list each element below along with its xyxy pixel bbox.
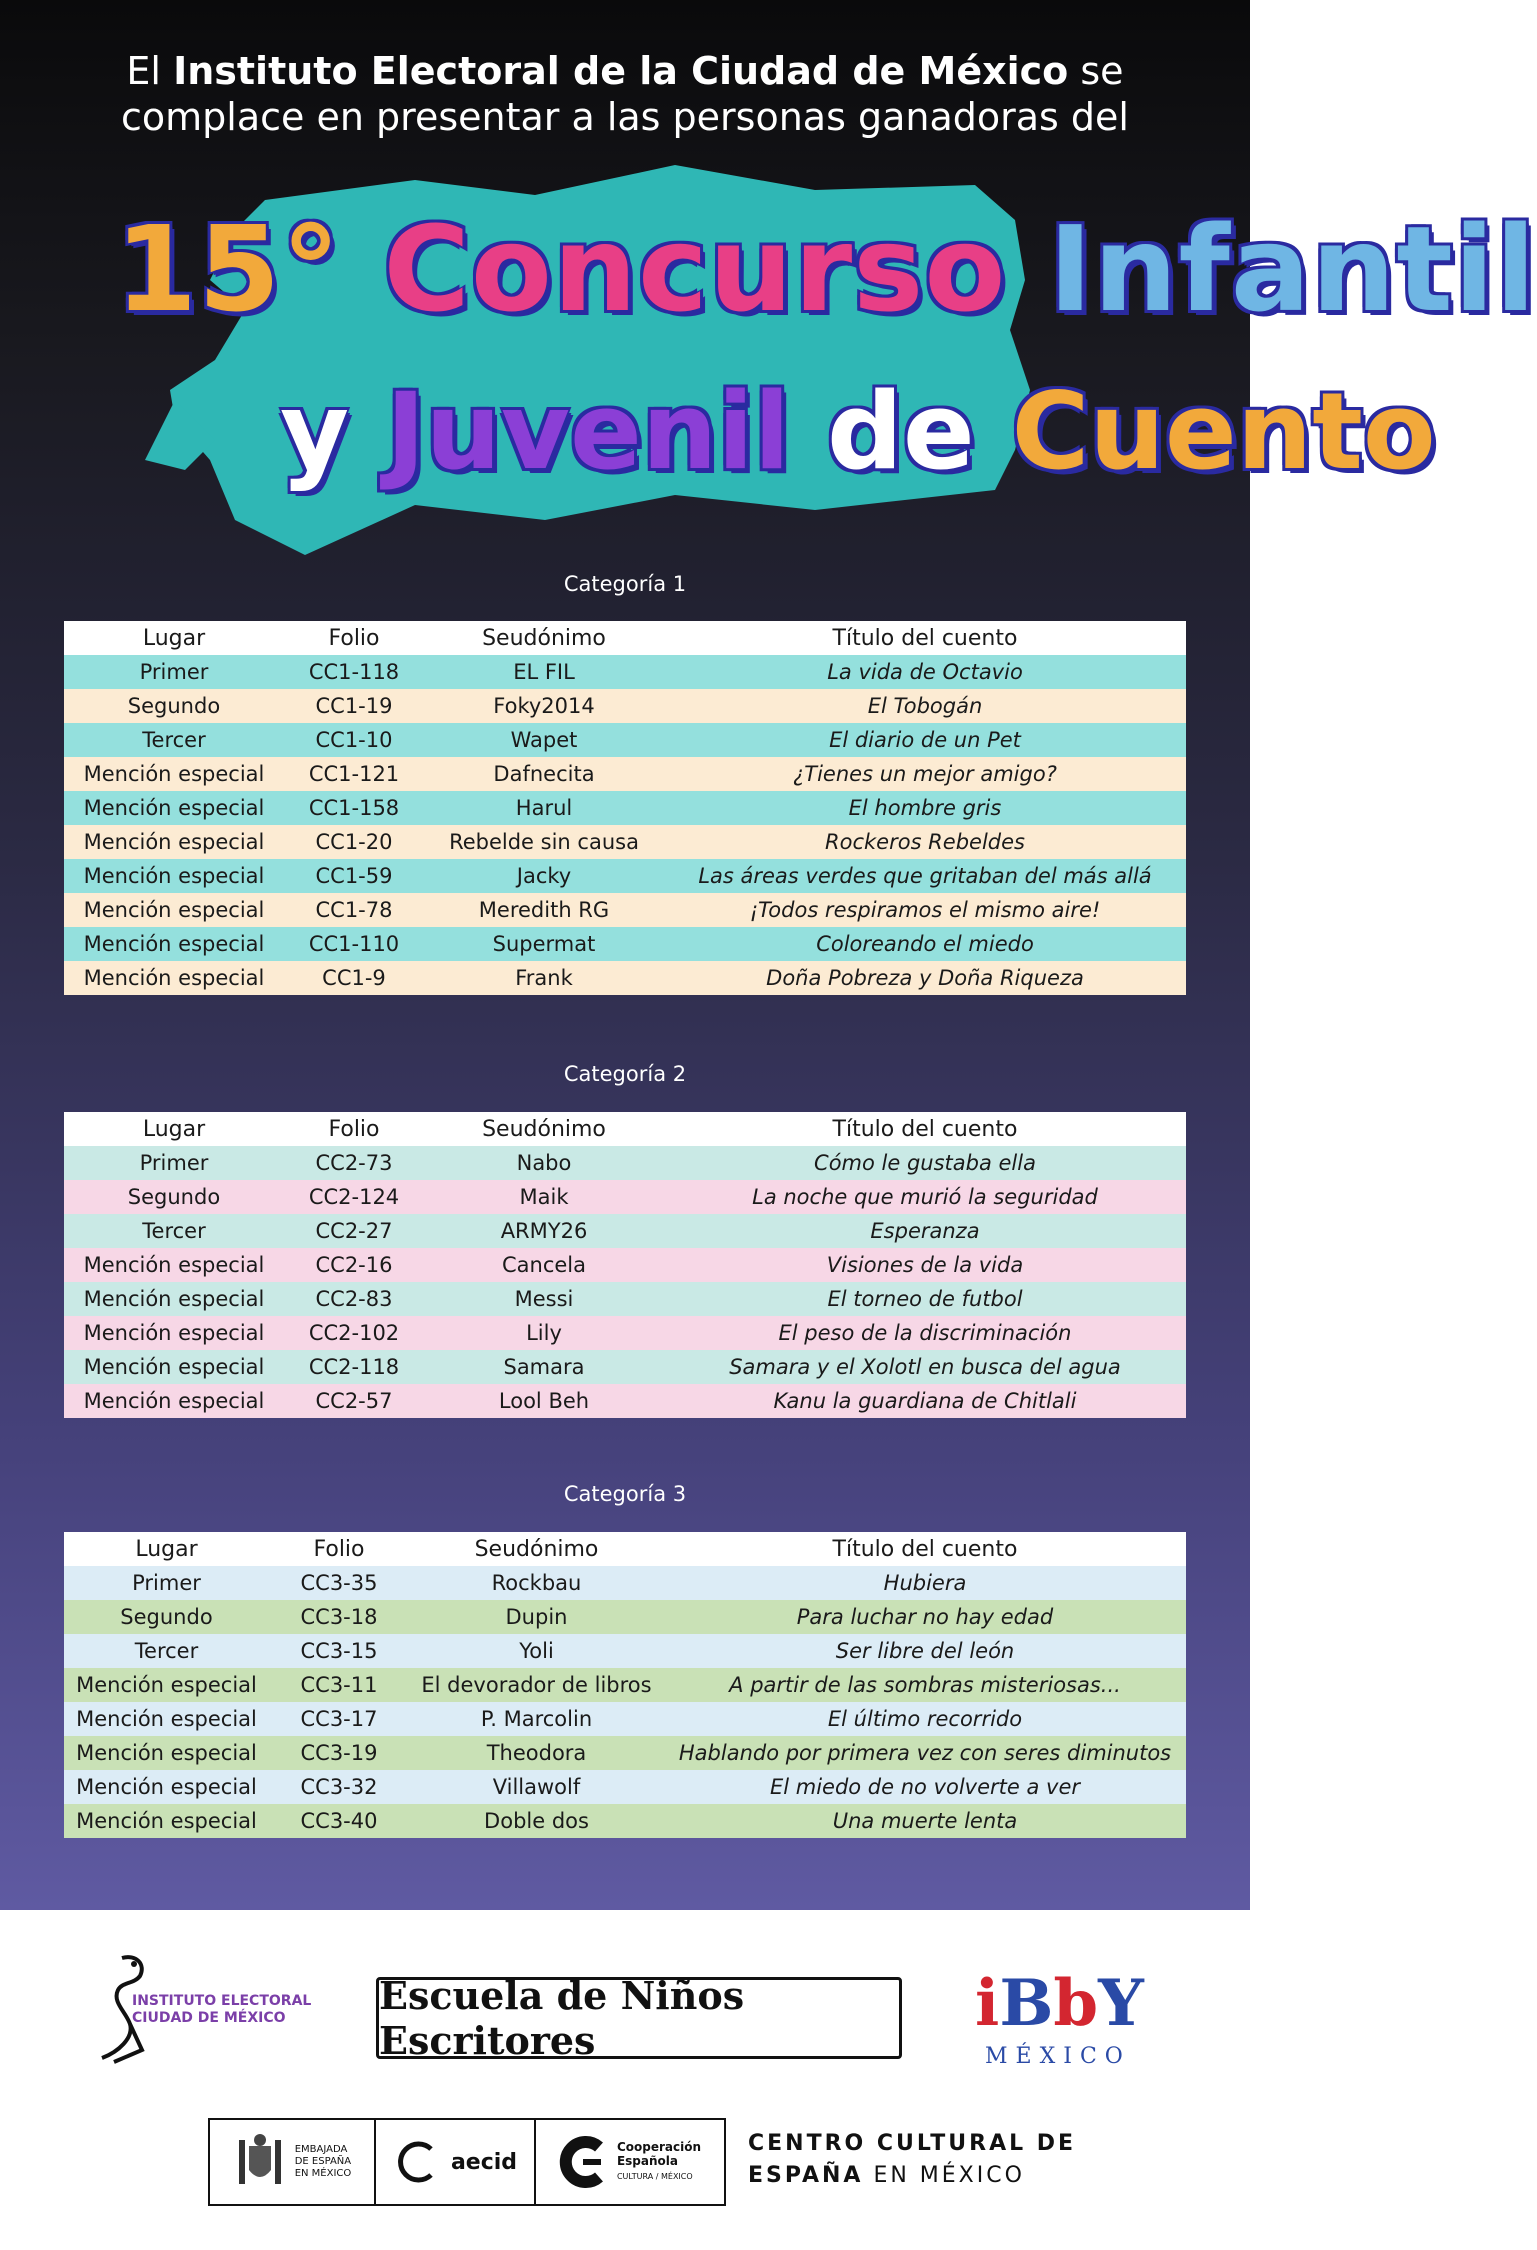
table-row: Mención especial CC1-121 Dafnecita ¿Tienes un mejor amigo? (64, 757, 1186, 791)
header-seudonimo: Seudónimo (409, 1532, 664, 1566)
title-word-juvenil: Juvenil (386, 370, 791, 493)
contest-title-art (115, 160, 1537, 560)
title-word-cuento: Cuento (1011, 370, 1436, 493)
table-row: Mención especial CC2-57 Lool Beh Kanu la guardiana de Chitlali (64, 1384, 1186, 1418)
header-titulo: Título del cuento (664, 621, 1186, 655)
table-row: Tercer CC1-10 Wapet El diario de un Pet (64, 723, 1186, 757)
centro-cultural-espana-logo: CENTRO CULTURAL DE ESPAÑA EN MÉXICO (748, 2131, 1077, 2188)
table-row: Mención especial CC1-59 Jacky Las áreas verdes que gritaban del más allá (64, 859, 1186, 893)
header-folio: Folio (284, 1112, 424, 1146)
table-row: Mención especial CC3-40 Doble dos Una muerte lenta (64, 1804, 1186, 1838)
title-word-infantil: Infantil (1048, 200, 1537, 338)
header-folio: Folio (269, 1532, 409, 1566)
header-seudonimo: Seudónimo (424, 1112, 664, 1146)
aecid-logo: aecid (376, 2120, 536, 2204)
table-row: Mención especial CC2-118 Samara Samara y el Xolotl en busca del agua (64, 1350, 1186, 1384)
category-2-title: Categoría 2 (563, 1062, 687, 1086)
table-row: Mención especial CC3-32 Villawolf El miedo de no volverte a ver (64, 1770, 1186, 1804)
spain-cooperation-logos (208, 2118, 726, 2206)
table-row: Tercer CC2-27 ARMY26 Esperanza (64, 1214, 1186, 1248)
title-line-2 (280, 370, 1436, 493)
table-row: Mención especial CC1-110 Supermat Coloreando el miedo (64, 927, 1186, 961)
intro-line-1: El Instituto Electoral de la Ciudad de México se (126, 49, 1124, 93)
table-row: Mención especial CC3-17 P. Marcolin El último recorrido (64, 1702, 1186, 1736)
title-word-concurso: Concurso (383, 200, 1007, 338)
category-3-table (64, 1532, 1186, 1838)
table-row: Segundo CC3-18 Dupin Para luchar no hay edad (64, 1600, 1186, 1634)
spain-coat-of-arms-icon (233, 2130, 287, 2194)
title-number: 15° (115, 200, 342, 338)
table-header (64, 621, 1186, 655)
header-lugar: Lugar (64, 621, 284, 655)
institute-name: Instituto Electoral de la Ciudad de México (173, 49, 1069, 93)
table-header (64, 1532, 1186, 1566)
embajada-logo: EMBAJADA DE ESPAÑA EN MÉXICO (210, 2120, 376, 2204)
cooperacion-c-icon (559, 2137, 609, 2187)
header-folio: Folio (284, 621, 424, 655)
table-row: Primer CC1-118 EL FIL La vida de Octavio (64, 655, 1186, 689)
table-row: Mención especial CC1-158 Harul El hombre gris (64, 791, 1186, 825)
table-header (64, 1112, 1186, 1146)
table-row: Mención especial CC3-11 El devorador de libros A partir de las sombras misteriosas... (64, 1668, 1186, 1702)
category-1-title: Categoría 1 (563, 572, 687, 596)
table-row: Mención especial CC3-19 Theodora Hablando por primera vez con seres diminutos (64, 1736, 1186, 1770)
title-word-y: y (280, 370, 350, 493)
title-line-1 (115, 200, 1537, 338)
header-titulo: Título del cuento (664, 1532, 1186, 1566)
category-1-table (64, 621, 1186, 995)
table-row: Mención especial CC1-78 Meredith RG ¡Todos respiramos el mismo aire! (64, 893, 1186, 927)
ibby-logo: iBbY (975, 1966, 1144, 2041)
intro-line-2: complace en presentar a las personas ganadoras del (121, 95, 1129, 139)
header-titulo: Título del cuento (664, 1112, 1186, 1146)
table-row: Mención especial CC2-83 Messi El torneo de futbol (64, 1282, 1186, 1316)
title-word-de: de (826, 370, 975, 493)
category-3-title: Categoría 3 (563, 1482, 687, 1506)
table-row: Segundo CC1-19 Foky2014 El Tobogán (64, 689, 1186, 723)
cooperacion-espanola-logo: Cooperación Española CULTURA / MÉXICO (536, 2120, 724, 2204)
table-row: Tercer CC3-15 Yoli Ser libre del león (64, 1634, 1186, 1668)
table-row: Primer CC3-35 Rockbau Hubiera (64, 1566, 1186, 1600)
category-2-table (64, 1112, 1186, 1418)
table-row: Mención especial CC1-20 Rebelde sin causa Rockeros Rebeldes (64, 825, 1186, 859)
escuela-ninos-escritores-logo: Escuela de Niños Escritores (376, 1977, 902, 2059)
table-row: Segundo CC2-124 Maik La noche que murió la seguridad (64, 1180, 1186, 1214)
header-lugar: Lugar (64, 1112, 284, 1146)
table-row: Mención especial CC1-9 Frank Doña Pobreza y Doña Riqueza (64, 961, 1186, 995)
table-row: Mención especial CC2-16 Cancela Visiones de la vida (64, 1248, 1186, 1282)
aecid-c-icon (393, 2137, 443, 2187)
table-row: Primer CC2-73 Nabo Cómo le gustaba ella (64, 1146, 1186, 1180)
header-lugar: Lugar (64, 1532, 269, 1566)
intro-text (0, 48, 1250, 140)
iecm-logo-text: INSTITUTO ELECTORAL CIUDAD DE MÉXICO (132, 1993, 312, 2026)
ibby-mexico-text: MÉXICO (985, 2044, 1131, 2069)
header-seudonimo: Seudónimo (424, 621, 664, 655)
table-row: Mención especial CC2-102 Lily El peso de la discriminación (64, 1316, 1186, 1350)
